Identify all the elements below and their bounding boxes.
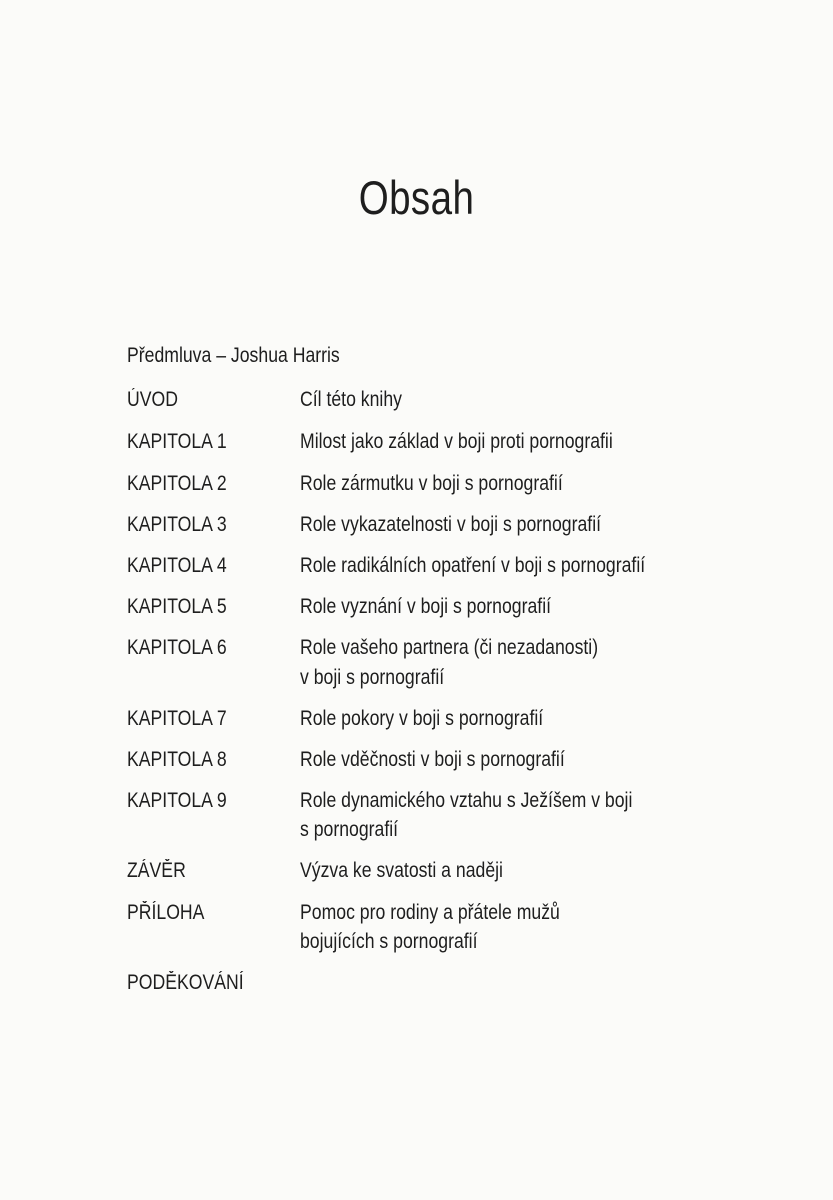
entry-title-line-1: Pomoc pro rodiny a přátele mužů — [300, 901, 560, 924]
entry-label: KAPITOLA 8 — [127, 748, 227, 771]
entry-title-line-1: Role vašeho partnera (či nezadanosti) — [300, 636, 599, 659]
entry-label: PODĚKOVÁNÍ — [127, 971, 244, 994]
entry-title-line-2: s pornografií — [300, 818, 399, 841]
entry-label: ÚVOD — [127, 388, 178, 411]
entry-title: Cíl této knihy — [300, 388, 402, 411]
entry-label: KAPITOLA 7 — [127, 707, 227, 730]
entry-title: Role zármutku v boji s pornografií — [300, 472, 563, 495]
entry-label: KAPITOLA 6 — [127, 636, 227, 659]
entry-label: KAPITOLA 9 — [127, 789, 227, 812]
entry-title: Role radikálních opatření v boji s pornografií — [300, 554, 646, 577]
page-title: Obsah — [358, 171, 475, 224]
entry-label: KAPITOLA 4 — [127, 554, 227, 577]
entry-title-line-1: Role dynamického vztahu s Ježíšem v boji — [300, 789, 633, 812]
entry-label: KAPITOLA 5 — [127, 595, 227, 618]
entry-label: KAPITOLA 2 — [127, 472, 227, 495]
entry-title: Role vyznání v boji s pornografií — [300, 595, 552, 618]
entry-title: Role vykazatelnosti v boji s pornografií — [300, 513, 602, 536]
entry-title: Milost jako základ v boji proti pornografii — [300, 430, 613, 453]
entry-title-line-2: v boji s pornografií — [300, 666, 445, 689]
entry-title: Role vděčnosti v boji s pornografií — [300, 748, 565, 771]
entry-label: Předmluva – Joshua Harris — [127, 344, 340, 367]
entry-label: ZÁVĚR — [127, 859, 186, 882]
entry-label: KAPITOLA 3 — [127, 513, 227, 536]
entry-title: Výzva ke svatosti a naději — [300, 859, 503, 882]
entry-label: PŘÍLOHA — [127, 901, 205, 924]
entry-label: KAPITOLA 1 — [127, 430, 227, 453]
entry-title: Role pokory v boji s pornografií — [300, 707, 544, 730]
entry-title-line-2: bojujících s pornografií — [300, 930, 478, 953]
